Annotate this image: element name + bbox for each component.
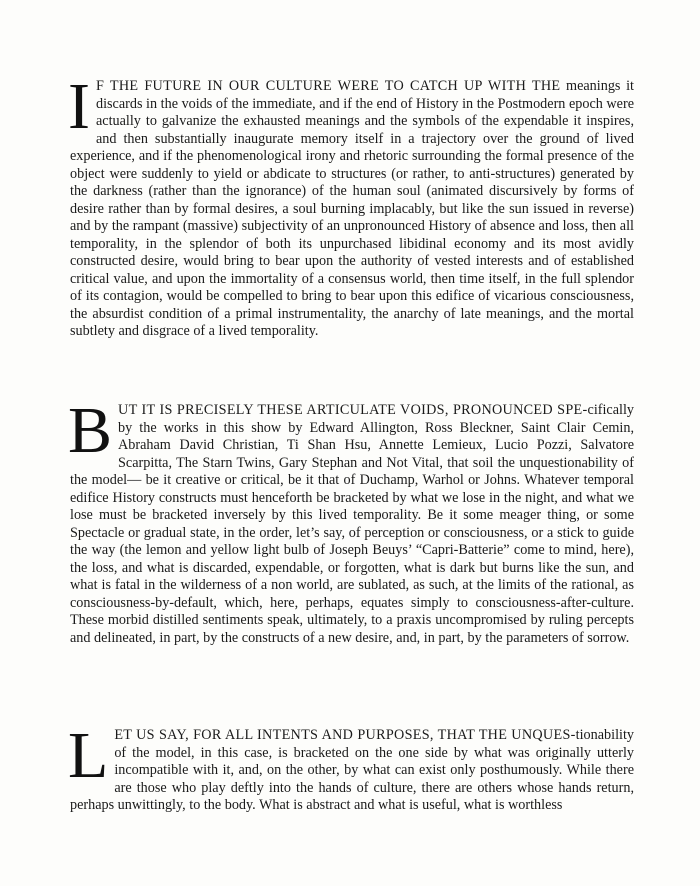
paragraph-1-lead: F THE FUTURE IN OUR CULTURE WERE TO CATCH UP WITH THE [95,78,561,95]
paragraph-3-lead: ET US SAY, FOR ALL INTENTS AND PURPOSES, THAT THE UNQUES- [114,727,576,744]
paragraph-1 [68,70,634,341]
drop-cap-b: B [68,394,113,468]
paragraph-2 [68,394,634,647]
paragraph-2-body: cifically by the works in this show by Edward Allington, Ross Bleckner, Saint Clair Cemin, Abraham David Christian, Ti Shan Hsu, Annette Lemieux, Lucio Pozzi, Salvatore Scarpitta, The Starn Twins, Gary Stephan and Not Vital, that soil the unquestionability of the model— be it creative or critical, be it that of Duchamp, Warhol or Johns. Whatever temporal edifice History constructs must henceforth be bracketed by what we lose in the night, and what we lose must be bracketed inversely by this lived temporality. Be it some meager thing, or some Spectacle or gradual state, in the order, let’s say, of perception or consciousness, or a stick to guide the way (the lemon and yellow light bulb of Joseph Beuys’ “Capri-Batterie” come to mind, here), the loss, and what is discarded, expendable, or forgotten, what is dark but burns like the sun, and what is fatal in the wilderness of a non world, are sublated, as such, at the limits of the rational, as consciousness-by-default, which, here, perhaps, equates simply to consciousness-after-culture. These morbid distilled sentiments speak, ultimately, to a praxis uncompromised by ruling percepts and delineated, in part, by the constructs of a new desire, and, in part, by the parameters of sorrow. [70,402,634,646]
paragraph-1-body: meanings it discards in the voids of the immediate, and if the end of History in the Postmodern epoch were actually to galvanize the exhausted meanings and the symbols of the expendable it inspires, and then substantially inaugurate memory itself in a trajectory over the ground of lived experience, and if the phenomenological irony and rhetoric surrounding the formal presence of the object were suddenly to yield or abdicate to structures (or rather, to anti-structures) generated by the darkness (rather than the ignorance) of the human soul (animated discursively by forms of desire rather than by formal desires, a soul burning implacably, but like the sun issued in reverse) and by the rampant (massive) subjectivity of an unpronounced History of absence and loss, then all temporality, in the splendor of both its unpurchased libidinal economy and its most avidly constructed desire, would bring to bear upon the authority of vested interests and of established critical value, and upon the immortality of a consensus world, then time itself, in the full splendor of its contagion, would be compelled to bring to bear upon this edifice of vicarious consciousness, the absurdist condition of a primal instrumentality, the anarchy of late meanings, and the mortal subtlety and disgrace of a lived temporality. [70,78,634,340]
drop-cap-l: L [68,719,109,793]
paragraph-2-lead: UT IT IS PRECISELY THESE ARTICULATE VOIDS, PRONOUNCED SPE- [118,402,588,419]
paragraph-3-body: tionability of the model, in this case, is bracketed on the one side by what was originally utterly incompatible with it, and, on the other, by what can exist only posthumously. While there are those who play deftly into the hands of culture, there are others whose hands return, perhaps unwittingly, to the body. What is abstract and what is useful, what is worthless [70,727,634,814]
paragraph-3 [68,719,634,815]
drop-cap-i: I [68,70,90,144]
